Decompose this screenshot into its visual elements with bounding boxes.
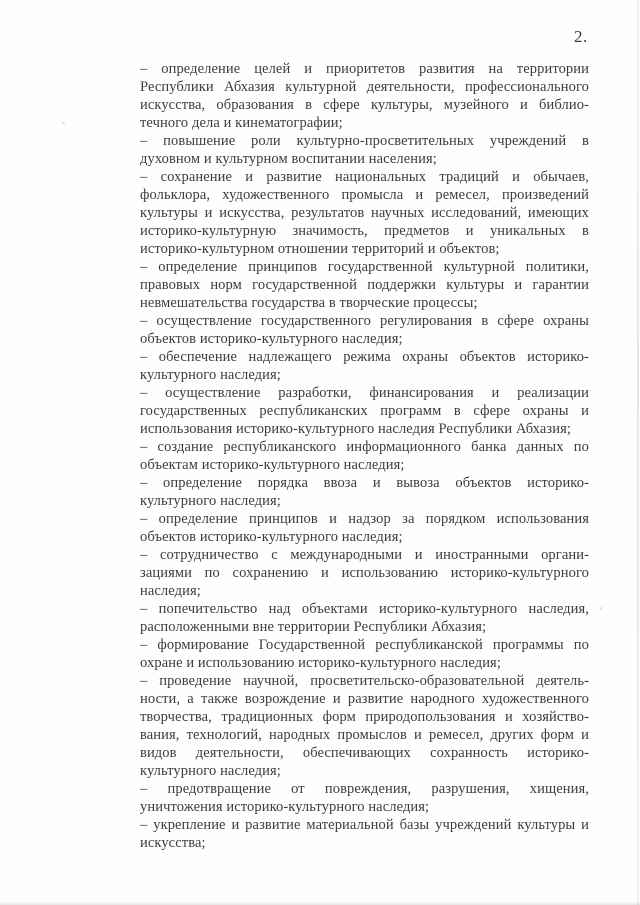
text-line: – обеспечение надлежащего режима охраны объектов историко- [140, 349, 589, 365]
text-line: невмешательства государства в творческие процессы; [140, 295, 478, 311]
document-body [140, 60, 589, 852]
text-line: – предотвращение от повреждения, разрушения, хищения, [140, 781, 589, 797]
text-line: охране и использованию историко-культурного наследия; [140, 655, 501, 671]
text-line: – определение целей и приоритетов развития на территории [140, 61, 589, 77]
text-line: ности, а также возрождение и развитие народного художественного [140, 691, 589, 707]
text-line: искусства, образования в сфере культуры, музейного и библио- [140, 97, 589, 113]
paragraph [140, 132, 589, 168]
text-line: – осуществление государственного регулирования в сфере охраны [140, 313, 589, 329]
text-line: объектов историко-культурного наследия; [140, 331, 403, 347]
text-line: видов деятельности, обеспечивающих сохранность историко- [140, 745, 589, 761]
paragraph [140, 636, 589, 672]
text-line: – определение порядка ввоза и вывоза объектов историко- [140, 475, 589, 491]
paragraph [140, 510, 589, 546]
text-line: историко-культурном отношении территорий и объектов; [140, 241, 500, 257]
text-line: правовых норм государственной поддержки культуры и гарантии [140, 277, 589, 293]
paragraph [140, 384, 589, 438]
paragraph [140, 672, 589, 780]
paragraph [140, 816, 589, 852]
text-line: вания, технологий, народных промыслов и ремесел, других форм и [140, 727, 589, 743]
paragraph [140, 438, 589, 474]
text-line: искусства; [140, 835, 206, 851]
text-line: – формирование Государственной республиканской программы по [140, 637, 589, 653]
text-line: – осуществление разработки, финансирования и реализации [140, 385, 589, 401]
text-line: Республики Абхазия культурной деятельности, профессионального [140, 79, 589, 95]
paragraph [140, 348, 589, 384]
text-line: объектов историко-культурного наследия; [140, 529, 403, 545]
text-line: – укрепление и развитие материальной базы учреждений культуры и [140, 817, 589, 833]
paragraph [140, 546, 589, 600]
scan-speck [600, 607, 602, 610]
scan-edge-right [637, 0, 639, 905]
text-line: зациями по сохранению и использованию историко-культурного [140, 565, 589, 581]
text-line: – сохранение и развитие национальных традиций и обычаев, [140, 169, 589, 185]
text-line: культуры и искусства, результатов научных исследований, имеющих [140, 205, 589, 221]
text-line: наследия; [140, 583, 201, 599]
text-line: фольклора, художественного промысла и ремесел, произведений [140, 187, 589, 203]
text-line: творчества, традиционных форм природопользования и хозяйство- [140, 709, 589, 725]
text-line: объектам историко-культурного наследия; [140, 457, 405, 473]
text-line: духовном и культурном воспитании населения; [140, 151, 437, 167]
text-line: использования историко-культурного наследия Республики Абхазия; [140, 421, 571, 437]
text-line: – создание республиканского информационного банка данных по [140, 439, 589, 455]
paragraph [140, 780, 589, 816]
text-line: расположенными вне территории Республики Абхазия; [140, 619, 487, 635]
text-line: течного дела и кинематографии; [140, 115, 343, 131]
text-line: – сотрудничество с международными и иностранными органи- [140, 547, 589, 563]
scan-speck [62, 122, 65, 124]
paragraph [140, 600, 589, 636]
text-line: культурного наследия; [140, 493, 281, 509]
paragraph [140, 474, 589, 510]
page-number: 2. [574, 27, 588, 46]
paragraph [140, 312, 589, 348]
paragraph [140, 60, 589, 132]
text-line: культурного наследия; [140, 367, 281, 383]
paragraph [140, 168, 589, 258]
text-line: государственных республиканских программ в сфере охраны и [140, 403, 589, 419]
text-line: – повышение роли культурно-просветительных учреждений в [140, 133, 589, 149]
paragraph [140, 258, 589, 312]
text-line: – проведение научной, просветительско-образовательной деятель- [140, 673, 589, 689]
text-line: культурного наследия; [140, 763, 281, 779]
text-line: уничтожения историко-культурного наследия; [140, 799, 430, 815]
text-line: – попечительство над объектами историко-культурного наследия, [140, 601, 589, 617]
text-line: – определение принципов и надзор за порядком использования [140, 511, 589, 527]
text-line: – определение принципов государственной культурной политики, [140, 259, 589, 275]
text-line: историко-культурную значимость, предметов и уникальных в [140, 223, 589, 239]
